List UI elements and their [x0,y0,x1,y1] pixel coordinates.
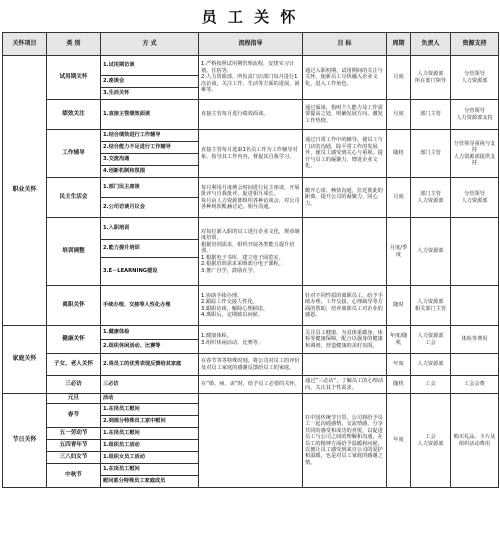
goal-text: 敞开心扉，畅快沟通，拉近彼此的距离。提升公司的凝聚力，同心力。 [303,178,387,218]
table-row [3,286,499,326]
cycle-text: 月度 [387,56,411,100]
section-name: 家庭关怀 [3,326,47,394]
owner-text: 人力资源部 相关部门主管 [411,286,451,326]
method-item: 1.直接主管绩效面谈 [101,100,199,130]
method-item: 1.结合绩效进行工作辅导 [101,130,199,142]
owner-text: 人力资源部 所在部门领导 [411,56,451,100]
section-name: 节日关怀 [3,394,47,488]
category-name: 试用期关怀 [47,56,101,100]
method-item: 1.组织员工活动 [101,440,199,452]
cycle-text: 月度 [387,178,411,218]
category-name: 绩效关注 [47,100,101,130]
header-goal: 目 标 [303,33,387,56]
method-item: 3.交流沟通 [101,154,199,166]
goal-text: 在中国传统节日里，公司将给予员工一起沟通感情，交流情感，分享共同的感受和成功的喜悦，以促进员工与公司之间的理解和沟通，在员工的精神方面给予温暖和问候，以便让员工感受到来自公司的爱护和温暖，也是对员工家庭的感谢之情。 [303,394,387,488]
category-name: 春节 [47,404,101,428]
method-item: 3.E－LEARNING建设 [101,258,199,286]
header-project: 关怀项目 [3,33,47,56]
category-name: 健康关怀 [47,326,101,354]
method-item: 1.在岗员工慰问 [101,404,199,416]
category-name: 离职关怀 [47,286,101,326]
goal-text [303,354,387,376]
support-text: 体检等费用 [451,326,499,354]
header-support: 资源支持 [451,33,499,56]
process-text: 1.健康体检。 3.组织休闲活动、比赛等。 [199,326,303,354]
cycle-text: 随时 [387,286,411,326]
support-text: 分管领导 人力资源部 [451,178,499,218]
goal-text: 通过入职初期，试用期间的关注与关怀，使新员工尽快融入企业文化，进入工作角色。 [303,56,387,100]
method-item: 2.到部分特殊员工家中慰问 [101,416,199,428]
category-name: 三必访 [47,376,101,394]
owner-text: 人力资源部 工会 [411,326,451,354]
process-text: 在“婚、病、丧”时，给予员工必要的关怀。 [199,376,303,394]
support-text [451,286,499,326]
support-text: 工会会费 [451,376,499,394]
table-row [3,130,499,142]
owner-text: 人力资源部 [411,218,451,286]
owner-text: 部门主管 [411,100,451,130]
cycle-text: 月度/季度 [387,218,411,286]
table-row [3,326,499,340]
owner-text: 人力资源部 [411,354,451,376]
header-category: 类 别 [47,33,101,56]
owner-text: 工会 人力资源部 [411,394,451,488]
support-text [451,218,499,286]
method-item: 3.生活关怀 [101,88,199,100]
goal-text: 关注员工健康，为其体重做身，体检等健康保障，配合以强身的健康和调剂，营造健康的美好氛围。 [303,326,387,354]
category-name: 中秋节 [47,464,101,488]
cycle-text: 月度 [387,100,411,130]
method-item: 2.座谈会 [101,76,199,88]
category-name: 培训调整 [47,218,101,286]
owner-text: 部门主管 [411,130,451,178]
method-item: 活动 [101,394,199,404]
goal-text: 通过日常工作中的辅导，使员工与门店的沟通，除平常工作的发展外，使员工感受到关心与重视。提升与员工的凝聚力，增进企业文化。 [303,130,387,178]
owner-text: 部门主管 人力资源部 [411,178,451,218]
support-text: 购买礼品、卡片及组织活动费用 [451,394,499,488]
goal-text: 通过面谈，指明个人能力及工作需要提高之处，明确发展方向，激发工作热情。 [303,100,387,130]
method-item: 1.在岗员工慰问 [101,428,199,440]
cycle-text: 随机 [387,130,411,178]
process-text [199,394,303,488]
method-item: 2.公司访谈月议会 [101,198,199,218]
header-method: 方 式 [101,33,199,56]
table-row [3,56,499,76]
method-item: 1.健康体检 [101,326,199,340]
category-name: 三八妇女节 [47,452,101,464]
category-name: 五一劳动节 [47,428,101,440]
method-item: 手续办理、交接等人性化办理 [101,286,199,326]
cycle-text: 年度 [387,354,411,376]
support-text: 分管领导 人力资源部 [451,56,499,100]
table-row [3,354,499,376]
support-text: 分管领导重视与支持 人力资源部提供支持 [451,130,499,178]
goal-text: 针对不同性质的离职员工，给予手续办理、工作交接，心理疏导等方面的帮助，培养离职员工对企业的感恩。 [303,286,387,326]
method-item: 2.能力提升培训 [101,240,199,258]
cycle-text: 随机 [387,376,411,394]
page-title: 员 工 关 怀 [201,8,299,26]
category-name: 民主生活会 [47,178,101,218]
method-item: 1.试用期访谈 [101,56,199,76]
table-row [3,218,499,240]
method-item: 2.组织休闲活动、比赛等 [101,340,199,354]
header-cycle: 周期 [387,33,411,56]
category-name: 元旦 [47,394,101,404]
process-text: 对每位新入职的员工进行企业文化，规章制度培训。 根据培训需求，组织开展各类能力提升培训。 1.根据电子书库，建立电子阅览室。 2.根据培训需求采购部分电子课程。 3.推广自学，鼓励在学。 [199,218,303,286]
process-text: 直接主管每月进行绩效面谈。 [199,100,303,130]
method-item: 2.结合能力不足进行工作辅导 [101,142,199,154]
table-body [3,56,499,488]
method-item: 1.部门民主座谈 [101,178,199,198]
process-text: 1.协助手续办理。 2.跟踪工作交接人性化。 3.跟职访谈，解除心理顾虑。 4.离职后，定期致以问候。 [199,286,303,326]
cycle-text: 年度/随机 [387,326,411,354]
category-name: 五四青年节 [47,440,101,452]
table-row [3,394,499,404]
method-item: 三必访 [101,376,199,394]
table-row [3,100,499,130]
method-item: 4.创新机制和氛围 [101,166,199,178]
table-row [3,178,499,198]
method-item: 1.组织女员工活动 [101,452,199,464]
method-item: 1.入职培训 [101,218,199,240]
table-row [3,376,499,394]
category-name: 子女、老人关怀 [47,354,101,376]
category-name: 工作辅导 [47,130,101,178]
process-text: 直接主管每月选取1名员工作为工作辅导对象，指导其工作内容，督促其自我学习。 [199,130,303,178]
support-text: 分管领导 人力资源部支持 [451,100,499,130]
goal-text: 通过“三必访”，了解员工的心理动向，关注其个性需求。 [303,376,387,394]
header-owner: 负责人 [411,33,451,56]
process-text: 每月利用月度例会时间进行民主座谈，开展批评与自我批评，促进相互成长。 每月由人力资源部组织各种访谈会，对公司各种现状帐赫讨论，相互沟通。 [199,178,303,218]
goal-text [303,218,387,286]
method-item: 1.在岗员工慰问 [101,464,199,476]
process-text: 1.严格按照试用期管理流程，安排实习计划，住宿等。 2.人力资源部、所负责门店部门每月进行1次访谈，关注工作、生活等方面的进展、困难等。 [199,56,303,100]
section-name: 职业关怀 [3,56,47,326]
method-item: 慰问部分特殊员工家庭成员 [101,476,199,488]
cycle-text: 年度 [387,394,411,488]
owner-text: 工会 [411,376,451,394]
method-item: 2.将员工的优秀表现反馈给其家庭 [101,354,199,376]
support-text [451,354,499,376]
process-text: 在春节等等特殊时刻，将公司对员工的评价及对员工家庭的感谢反馈给员工的家庭。 [199,354,303,376]
table-header [3,33,499,56]
header-process: 流程指导 [199,33,303,56]
care-table [2,32,499,488]
